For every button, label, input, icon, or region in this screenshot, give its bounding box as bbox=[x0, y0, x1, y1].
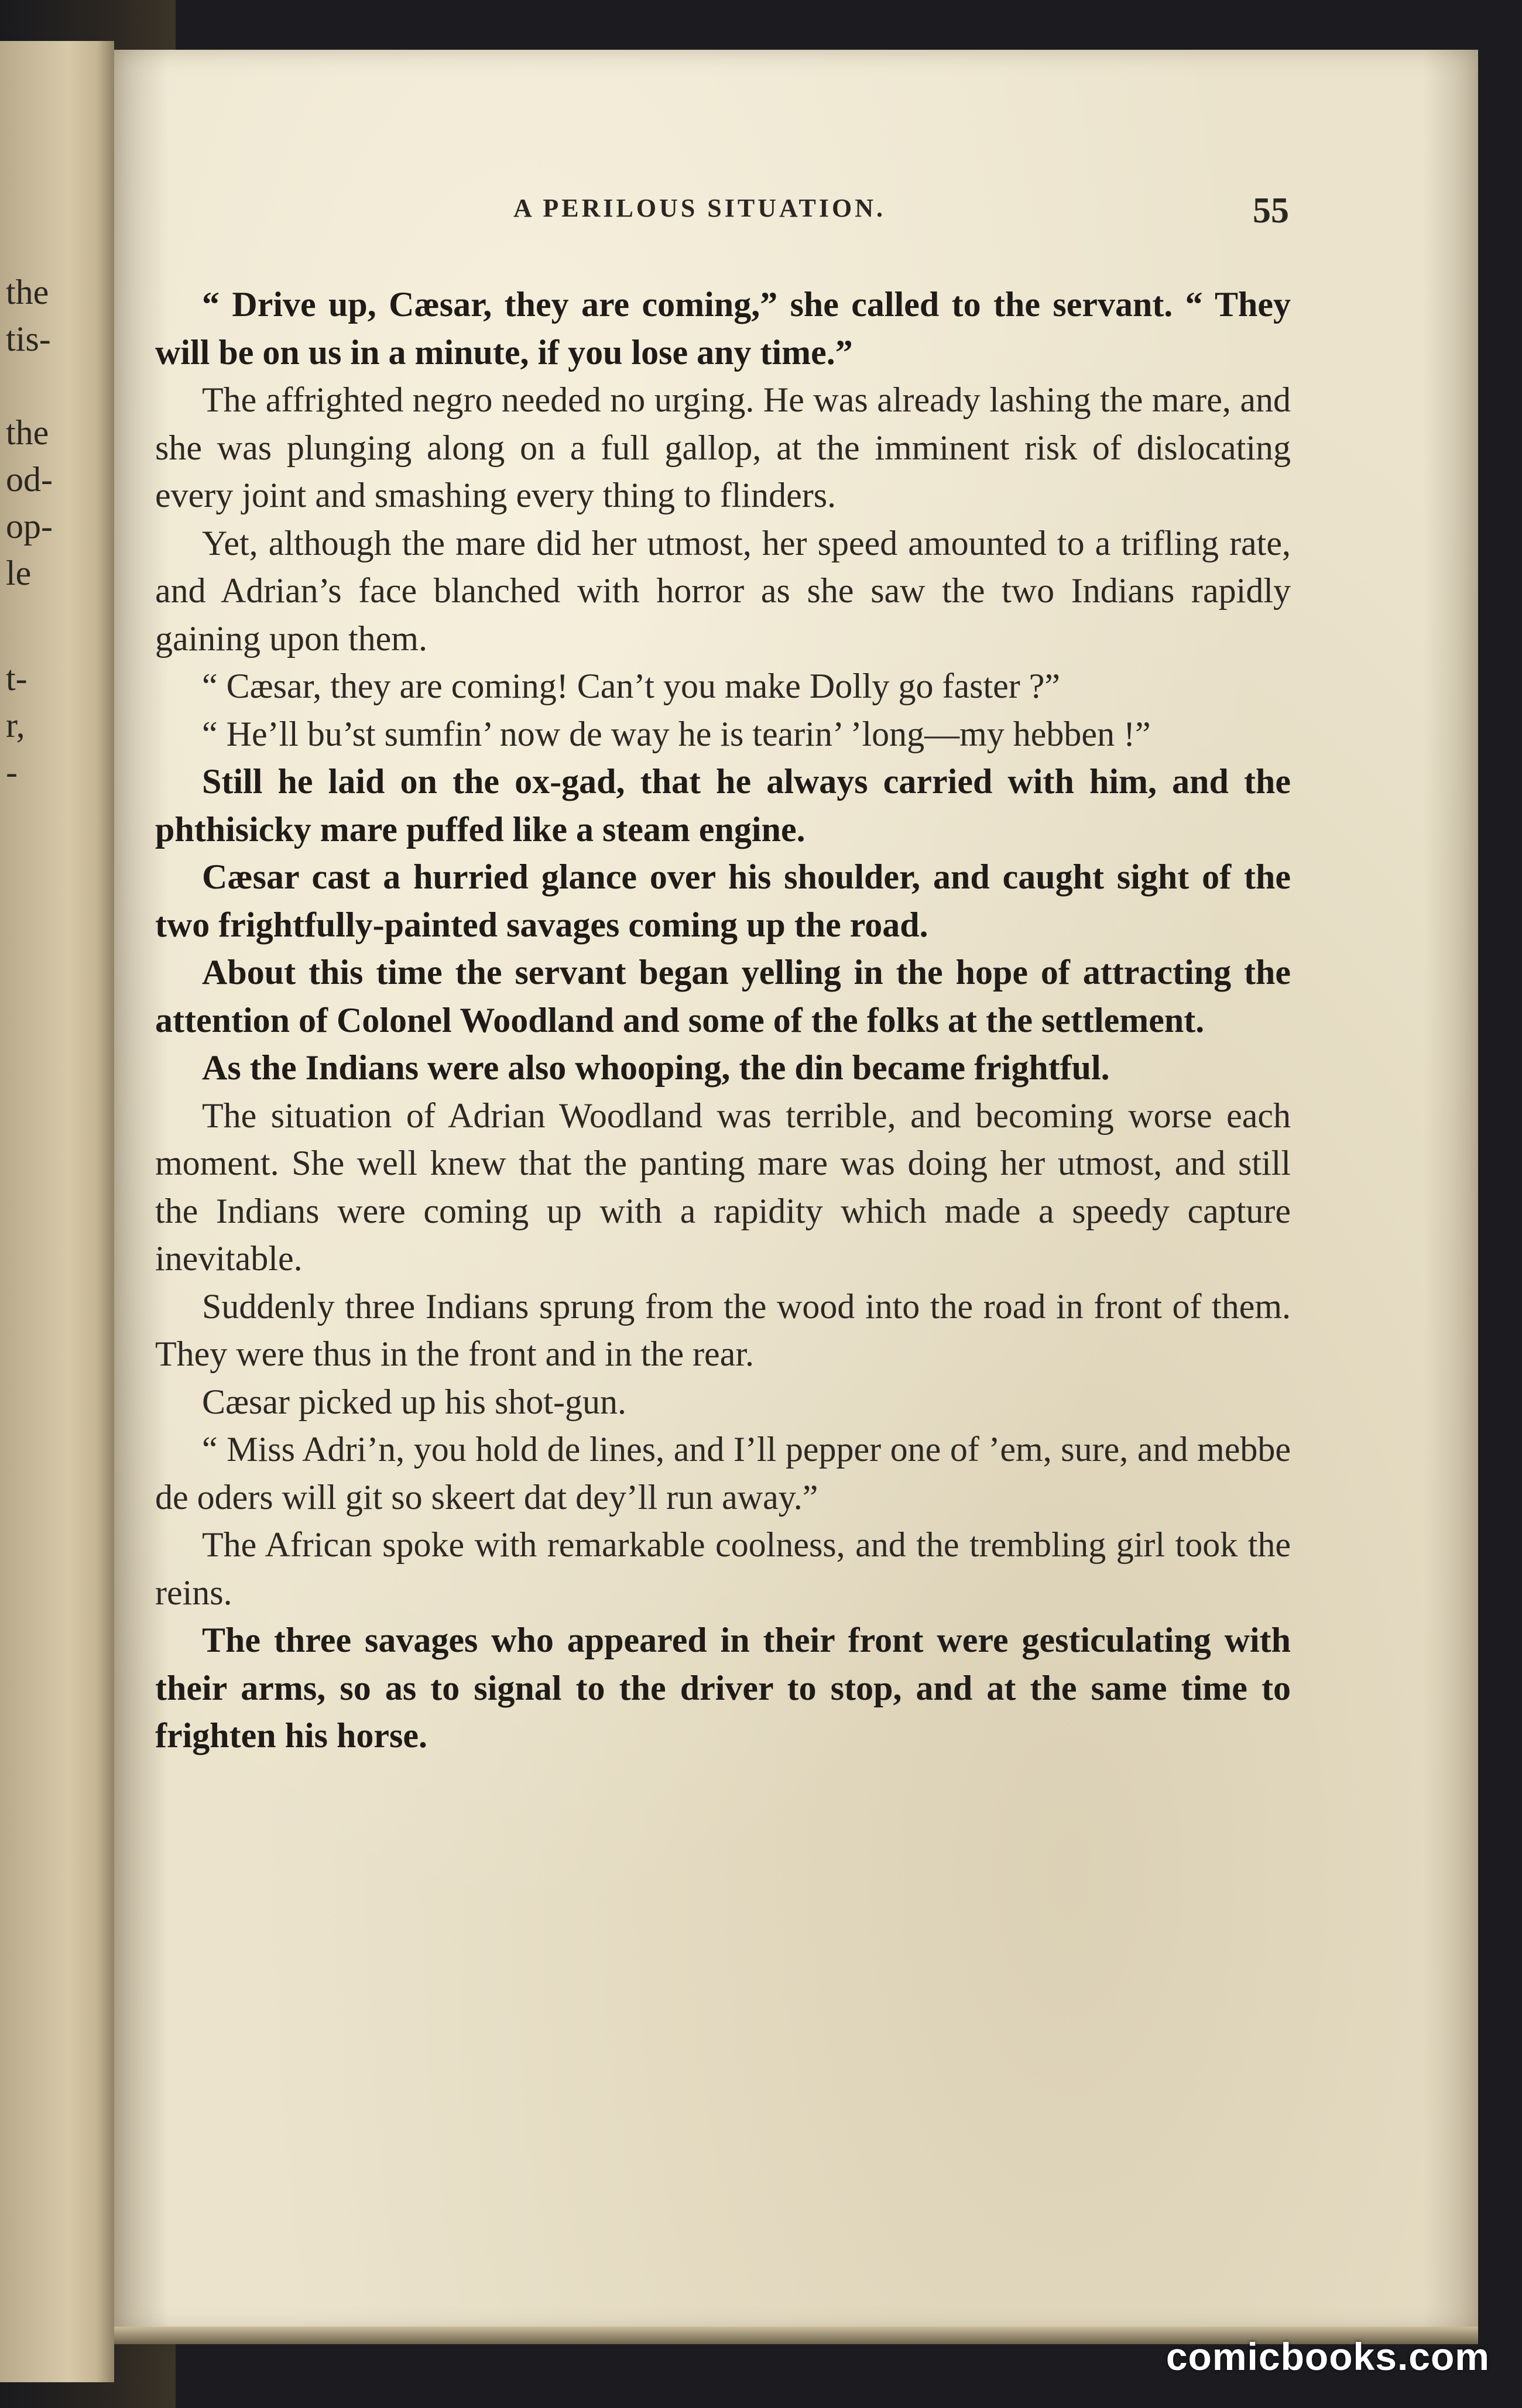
paragraph: Still he laid on the ox-gad, that he always carried with him, and the phthisicky mare puffed like a steam engine. bbox=[155, 762, 1291, 849]
body-text bbox=[155, 281, 1291, 1760]
facing-page-fragment: r, bbox=[6, 706, 25, 745]
paragraph: As the Indians were also whooping, the din became frightful. bbox=[202, 1048, 1110, 1087]
facing-page-fragment: the bbox=[6, 273, 49, 311]
paragraph: “ Drive up, Cæsar, they are coming,” she called to the servant. “ They will be on us in a minute, if you lose any time.” bbox=[155, 285, 1291, 372]
paragraph: Cæsar cast a hurried glance over his shoulder, and caught sight of the two frightfully-painted savages coming up the road. bbox=[155, 857, 1291, 944]
paragraph: Cæsar picked up his shot-gun. bbox=[202, 1382, 626, 1421]
facing-page-fragment: le bbox=[6, 554, 32, 592]
paragraph: “ Cæsar, they are coming! Can’t you make Dolly go faster ?” bbox=[202, 667, 1061, 705]
facing-page-fragment: od- bbox=[6, 460, 53, 499]
paragraph: The three savages who appeared in their front were gesticulating with their arms, so as to signal to the driver to stop, and at the same time to frighten his horse. bbox=[155, 1621, 1291, 1755]
facing-page-fragment: - bbox=[6, 753, 18, 791]
paragraph: “ Miss Adri’n, you hold de lines, and I’ll pepper one of ’em, sure, and mebbe de oders will git so skeert dat dey’ll run away.” bbox=[155, 1430, 1291, 1517]
site-watermark: comicbooks.com bbox=[1166, 2335, 1490, 2378]
paragraph: “ He’ll bu’st sumfin’ now de way he is tearin’ ’long—my hebben !” bbox=[202, 714, 1151, 753]
paragraph: Yet, although the mare did her utmost, her speed amounted to a trifling rate, and Adrian’s face blanched with horror as she saw the two Indians rapidly gaining upon them. bbox=[155, 523, 1291, 658]
paragraph: The African spoke with remarkable coolness, and the trembling girl took the reins. bbox=[155, 1525, 1291, 1612]
paragraph: The situation of Adrian Woodland was terrible, and becoming worse each moment. She well knew that the panting mare was doing her utmost, and still the Indians were coming up with a rapidity which made a speedy capture inevitable. bbox=[155, 1096, 1291, 1278]
paragraph: The affrighted negro needed no urging. He was already lashing the mare, and she was plunging along on a full gallop, at the imminent risk of dislocating every joint and smashing every thing to flinders. bbox=[155, 380, 1291, 514]
facing-page-fragment: tis- bbox=[6, 320, 51, 358]
page-number: 55 bbox=[1253, 191, 1289, 231]
facing-page-edge bbox=[0, 41, 114, 2382]
facing-page-fragment: the bbox=[6, 413, 49, 452]
running-head: A PERILOUS SITUATION. bbox=[513, 194, 886, 222]
facing-page-fragment: t- bbox=[6, 659, 28, 698]
facing-page-fragment: op- bbox=[6, 507, 53, 546]
paragraph: Suddenly three Indians sprung from the wood into the road in front of them. They were thus in the front and in the rear. bbox=[155, 1287, 1291, 1373]
paragraph: About this time the servant began yelling in the hope of attracting the attention of Colonel Woodland and some of the folks at the settlement. bbox=[155, 953, 1291, 1040]
